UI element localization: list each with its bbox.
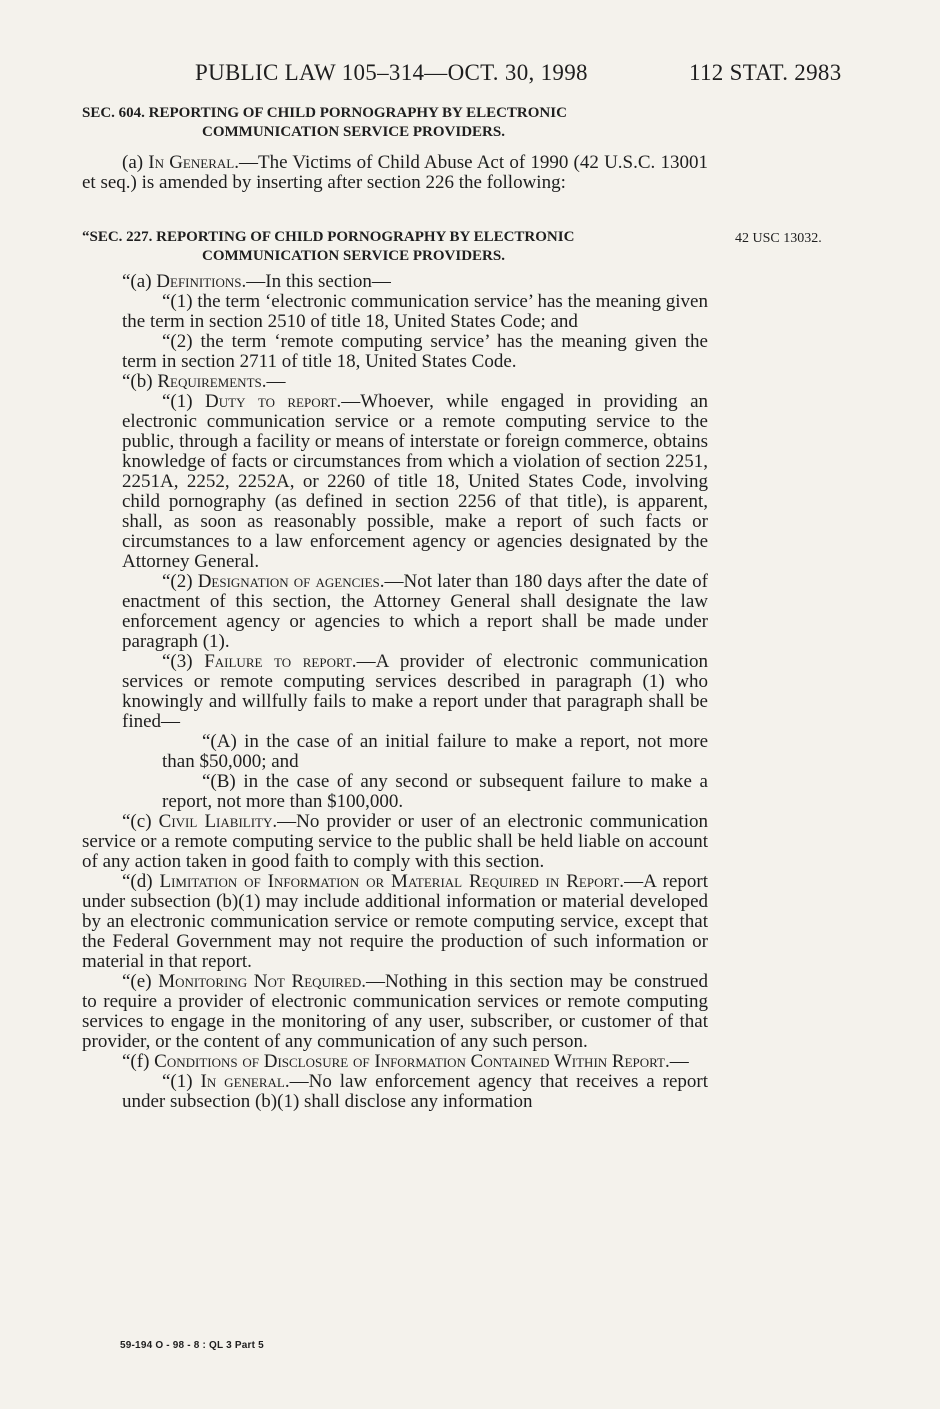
paragraph-duty-to-report: “(1) Duty to report.—Whoever, while engaged in providing an electronic communication service or a remote computing service to the public, through a facility or means of interstate or foreign commerce, obtains knowledge of facts or circumstances from which a violation of section 2251, 2251A, 2252, 2252A, or 2260 of title 18, United States Code, involving child pornography (as defined in section 2256 of that title), is apparent, shall, as soon as reasonably possible, make a report of such facts or circumstances to a law enforcement agency or agencies designated by the Attorney General.: [122, 391, 709, 572]
subsection-e-monitoring: “(e) Monitoring Not Required.—Nothing in this section may be construed to require a provider of electronic communication services or remote computing services to engage in the monitoring of any user, subscriber, or customer of that provider, or the content of any communication of any such person.: [82, 971, 708, 1052]
sec-604-heading-line2: COMMUNICATION SERVICE PROVIDERS.: [202, 124, 505, 140]
running-header-title: PUBLIC LAW 105–314—OCT. 30, 1998: [195, 60, 588, 85]
definition-paragraph-1: “(1) the term ‘electronic communication service’ has the meaning given the term in section 2510 of title 18, United States Code; and: [122, 291, 708, 332]
paragraph-designation-of-agencies: “(2) Designation of agencies.—Not later than 180 days after the date of enactment of this section, the Attorney General shall designate the law enforcement agency or agencies to which a report shall be made under paragraph (1).: [122, 571, 709, 652]
paragraph-failure-to-report: “(3) Failure to report.—A provider of electronic communication services or remote computing services described in paragraph (1) who knowingly and willfully fails to make a report under that paragraph shall be fined—: [122, 651, 708, 732]
running-header-page-number: 112 STAT. 2983: [689, 60, 842, 85]
paragraph-f1-in-general: “(1) In general.—No law enforcement agency that receives a report under subsection (b)(1) shall disclose any information: [122, 1071, 709, 1112]
sec-604-heading: [82, 104, 708, 142]
sec-604-a-heading: In General.: [148, 152, 239, 173]
subparagraph-a-initial-failure: “(A) in the case of an initial failure to make a report, not more than $50,000; and: [162, 731, 708, 772]
sec-227-body: [82, 272, 708, 1112]
subsection-d-limitation: “(d) Limitation of Information or Material Required in Report.—A report under subsection (b)(1) may include additional information or material developed by an electronic communication service or remote computing service, except that the Federal Government may not require the production of such information or material in that report.: [82, 871, 709, 972]
subsection-f-conditions: “(f) Conditions of Disclosure of Information Contained Within Report.—: [122, 1051, 689, 1072]
sec-227-heading-line1: “SEC. 227. REPORTING OF CHILD PORNOGRAPHY BY ELECTRONIC: [82, 229, 575, 245]
definition-paragraph-2: “(2) the term ‘remote computing service’ has the meaning given the term in section 2711 of title 18, United States Code.: [122, 331, 708, 372]
subsection-a-definitions: “(a) Definitions.—In this section—: [122, 271, 391, 292]
subparagraph-b-subsequent-failure: “(B) in the case of any second or subsequent failure to make a report, not more than $100,000.: [162, 771, 708, 812]
sec-604-subsection-a: (a) In General.—The Victims of Child Abuse Act of 1990 (42 U.S.C. 13001 et seq.) is amended by inserting after section 226 the following:: [82, 152, 708, 193]
sec-227-heading: [82, 228, 708, 266]
print-job-footer: 59-194 O - 98 - 8 : QL 3 Part 5: [120, 1340, 264, 1351]
sec-604-block: [82, 104, 708, 193]
subsection-b-requirements: “(b) Requirements.—: [122, 371, 286, 392]
usc-margin-note: 42 USC 13032.: [735, 231, 822, 246]
sec-604-heading-line1: SEC. 604. REPORTING OF CHILD PORNOGRAPHY BY ELECTRONIC: [82, 105, 567, 121]
sec-227-block: [82, 228, 708, 1112]
subsection-c-civil-liability: “(c) Civil Liability.—No provider or user of an electronic communication service or a remote computing service to the public shall be held liable on account of any action taken in good faith to comply with this section.: [82, 811, 708, 872]
sec-227-heading-line2: COMMUNICATION SERVICE PROVIDERS.: [202, 248, 505, 264]
